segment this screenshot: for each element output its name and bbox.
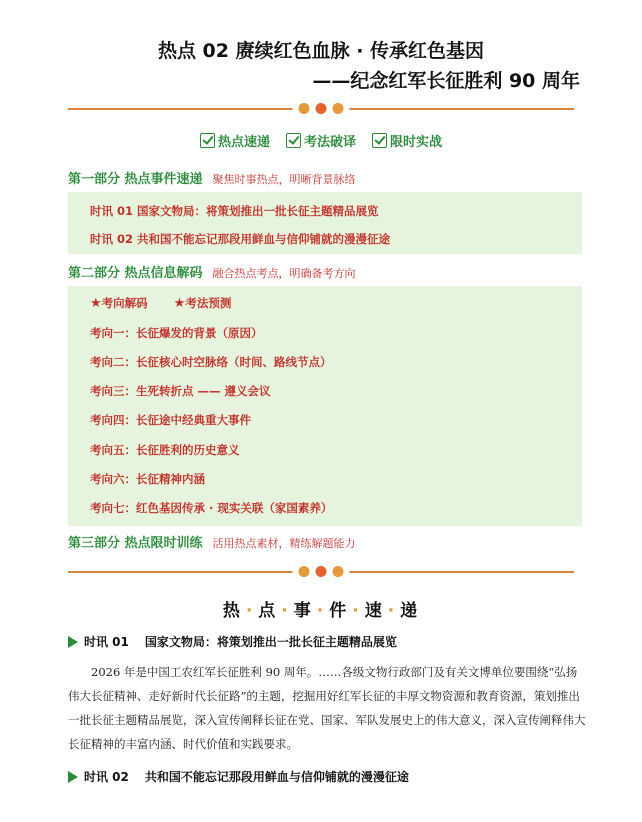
toc-item[interactable]: 考向四：长征途中经典重大事件	[90, 413, 251, 427]
ornament-divider-bottom	[68, 566, 574, 578]
section-tabs	[0, 131, 642, 150]
news-title: 国家文物局：将策划推出一批长征主题精品展览	[144, 635, 397, 649]
part-2-box	[68, 286, 582, 526]
news-label: 时讯 02	[84, 770, 129, 784]
checkbox-icon	[200, 133, 215, 148]
part-desc: 聚焦时事热点，明晰背景脉络	[212, 173, 356, 186]
star-icon: ★	[173, 296, 186, 311]
toc-item[interactable]: 时讯 02 共和国不能忘记那段用鲜血与信仰铺就的漫漫征途	[90, 232, 391, 246]
triangle-bullet-icon	[68, 771, 78, 783]
toc-item[interactable]: 考向一：长征爆发的背景（原因）	[90, 326, 263, 340]
star-icon: ★	[90, 296, 102, 311]
toc-item[interactable]: 考向五：长征胜利的历史意义	[90, 443, 240, 457]
tab-label: 限时实战	[390, 135, 443, 150]
part-1-box	[68, 192, 582, 254]
part-desc: 活用热点素材，精练解题能力	[212, 537, 356, 550]
label-predict: 考法预测	[185, 296, 232, 310]
checkbox-icon	[372, 133, 387, 148]
tab-label: 热点速递	[217, 135, 270, 150]
checkbox-icon	[286, 133, 301, 148]
tab-label: 考法破译	[303, 135, 356, 150]
toc-item[interactable]: 考向七：红色基因传承 · 现实关联（家国素养）	[90, 501, 333, 515]
page-title: 热点 02 赓续红色血脉 · 传承红色基因	[157, 40, 485, 62]
part-heading: 第二部分 热点信息解码	[68, 266, 203, 281]
news-1-paragraph: 2026 年是中国工农红军长征胜利 90 周年。……各级文物行政部门及有关文博单位要围绕“弘扬伟大长征精神、走好新时代长征路”的主题，挖掘用好红军长征的丰厚文物资源和教育资源，策划推出一批长征主题精品展览，深入宣传阐释长征在党、国家、军队发展史上的伟大意义，深入宣传阐释伟大长征精神的丰富内涵、时代价值和实践要求。	[68, 665, 586, 751]
tab-exam-analysis[interactable]	[286, 131, 356, 150]
tab-timed-practice[interactable]	[372, 131, 442, 150]
news-label: 时讯 01	[84, 635, 129, 649]
toc-item[interactable]: 考向六：长征精神内涵	[90, 472, 205, 486]
toc-item[interactable]: 考向二：长征核心时空脉络（时间、路线节点）	[90, 355, 332, 369]
toc-item[interactable]: 考向三：生死转折点 —— 遵义会议	[90, 384, 271, 398]
page-subtitle: ——纪念红军长征胜利 90 周年	[312, 70, 580, 92]
label-decode: 考向解码	[101, 296, 148, 310]
tab-hot-news[interactable]	[200, 131, 270, 150]
part-heading: 第三部分 热点限时训练	[68, 536, 203, 551]
section-title: 热 · 点 · 事 · 件 · 速 · 递	[222, 601, 420, 621]
toc-item[interactable]: 时讯 01 国家文物局：将策划推出一批长征主题精品展览	[90, 204, 379, 218]
news-1-heading	[68, 633, 397, 650]
label-row	[90, 295, 231, 311]
news-title: 共和国不能忘记那段用鲜血与信仰铺就的漫漫征途	[144, 770, 409, 784]
part-desc: 融合热点考点，明确备考方向	[212, 267, 356, 280]
triangle-bullet-icon	[68, 636, 78, 648]
news-2-heading	[68, 768, 409, 785]
ornament-divider-top	[68, 103, 574, 115]
part-2-header	[68, 262, 356, 281]
part-heading: 第一部分 热点事件速递	[68, 172, 203, 187]
part-3-header	[68, 532, 356, 551]
part-1-header	[68, 168, 356, 187]
